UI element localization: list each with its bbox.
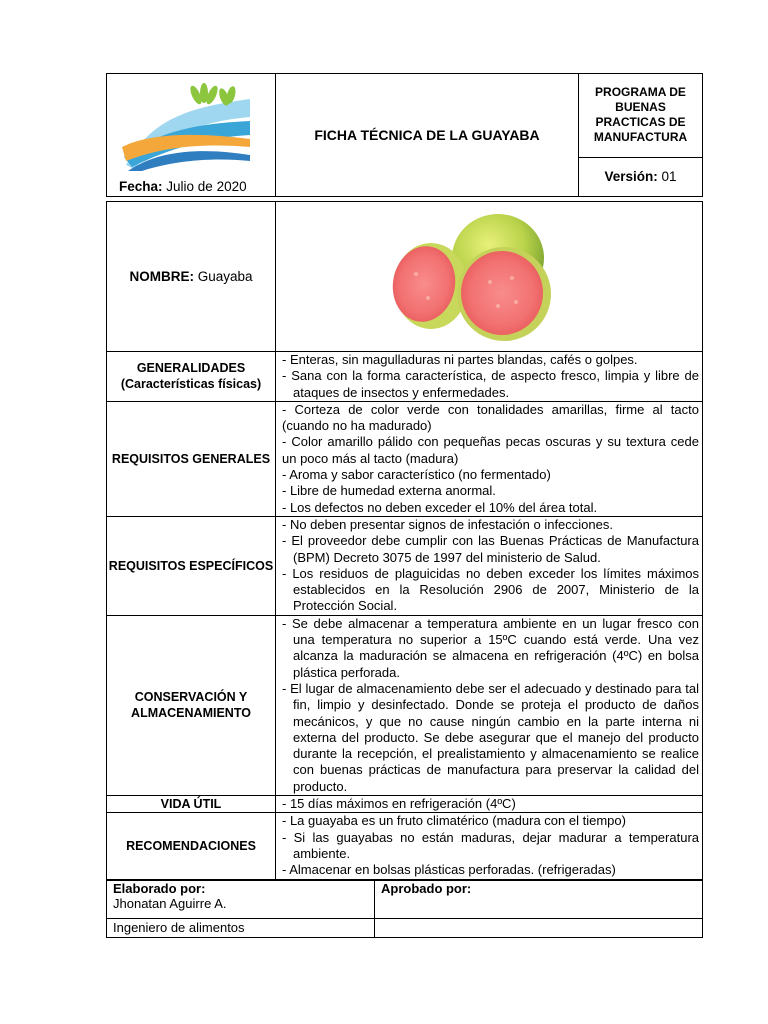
list-item: - Se debe almacenar a temperatura ambiente en un lugar fresco con una temperatura no superior a 15ºC cuando está verde. Una vez alcanza la maduración se almacena en refrigeración (4ºC) en bolsa plástica perforada. xyxy=(282,615,699,680)
list-item: - Los defectos no deben exceder el 10% del área total. xyxy=(282,499,598,515)
list-item: - El lugar de almacenamiento debe ser el adecuado y destinado para tal fin, limpio y desinfectado. Donde se proteja el producto de daños mecánicos, y que no cause ningún cambio en la parte interna ni externa del producto. Se debe asegurar que el manejo del producto durante la recepción, el prealistamiento y almacenamiento se realice con buenas prácticas de manufactura para preservar la calidad del producto. xyxy=(282,680,699,794)
section-body-conservacion xyxy=(276,615,703,795)
section-label-conservacion: CONSERVACIÓN Y ALMACENAMIENTO xyxy=(107,615,276,795)
list-item: - Corteza de color verde con tonalidades amarillas, firme al tacto (cuando no ha madurado) xyxy=(282,401,699,434)
list-item: - Color amarillo pálido con pequeñas pecas oscuras y su textura cede un poco más al tacto (madura) xyxy=(282,434,699,466)
organization-logo xyxy=(122,77,252,171)
section-body-requisitos-generales xyxy=(276,401,703,516)
list-item: - 15 días máximos en refrigeración (4ºC) xyxy=(282,796,516,812)
list-item: - La guayaba es un fruto climatérico (madura con el tiempo) xyxy=(282,813,626,829)
logo-cell xyxy=(107,74,276,197)
version-field xyxy=(579,157,703,196)
list-item: - Aroma y sabor característico (no fermentado) xyxy=(282,467,551,483)
header-table xyxy=(106,73,703,197)
name-value: Guayaba xyxy=(197,269,253,284)
name-label: NOMBRE: xyxy=(129,269,194,284)
list-item: - No deben presentar signos de infestación o infecciones. xyxy=(282,516,613,532)
guava-image xyxy=(276,202,702,348)
section-body-generalidades xyxy=(276,352,703,402)
date-value: Julio de 2020 xyxy=(166,179,247,194)
empty-cell xyxy=(375,918,703,937)
list-item: - Almacenar en bolsas plásticas perforadas. (refrigeradas) xyxy=(282,862,616,878)
version-value: 01 xyxy=(661,169,677,185)
aprobado-cell xyxy=(375,880,703,918)
date-field xyxy=(119,179,247,194)
name-label-cell xyxy=(107,202,276,352)
list-item: - Los residuos de plaguicidas no deben exceder los límites máximos establecidos en la Resolución 2906 de 2007, Ministerio de la Protección Social. xyxy=(282,565,699,614)
elaborado-label: Elaborado por: xyxy=(113,880,206,896)
section-label-generalidades: GENERALIDADES (Características físicas) xyxy=(107,352,276,402)
aprobado-label: Aprobado por: xyxy=(381,880,472,896)
spec-table xyxy=(106,201,703,880)
product-image-cell xyxy=(276,202,703,352)
section-label-requisitos-especificos: REQUISITOS ESPECÍFICOS xyxy=(107,516,276,615)
date-label: Fecha: xyxy=(119,179,163,194)
section-label-vida-util: VIDA ÚTIL xyxy=(107,796,276,813)
version-label: Versión: xyxy=(604,169,658,185)
section-label-recomendaciones: RECOMENDACIONES xyxy=(107,813,276,879)
list-item: - Enteras, sin magulladuras ni partes blandas, cafés o golpes. xyxy=(282,352,638,367)
section-body-recomendaciones xyxy=(276,813,703,879)
elaborado-cell xyxy=(107,880,375,918)
elaborado-name: Jhonatan Aguirre A. xyxy=(113,895,227,911)
section-label-requisitos-generales: REQUISITOS GENERALES xyxy=(107,401,276,516)
program-name: PROGRAMA DE BUENAS PRACTICAS DE MANUFACTURA xyxy=(579,74,703,158)
technical-sheet xyxy=(106,73,702,938)
document-title: FICHA TÉCNICA DE LA GUAYABA xyxy=(276,74,579,197)
role-value: Ingeniero de alimentos xyxy=(113,920,245,935)
list-item: - El proveedor debe cumplir con las Buenas Prácticas de Manufactura (BPM) Decreto 3075 de 1997 del ministerio de Salud. xyxy=(282,533,699,565)
list-item: - Si las guayabas no están maduras, dejar madurar a temperatura ambiente. xyxy=(282,829,699,861)
section-body-requisitos-especificos xyxy=(276,516,703,615)
role-cell xyxy=(107,918,375,937)
section-body-vida-util xyxy=(276,796,703,813)
list-item: - Libre de humedad externa anormal. xyxy=(282,483,496,499)
list-item: - Sana con la forma característica, de aspecto fresco, limpia y libre de ataques de insectos y enfermedades. xyxy=(282,368,699,400)
signature-table xyxy=(106,880,703,938)
